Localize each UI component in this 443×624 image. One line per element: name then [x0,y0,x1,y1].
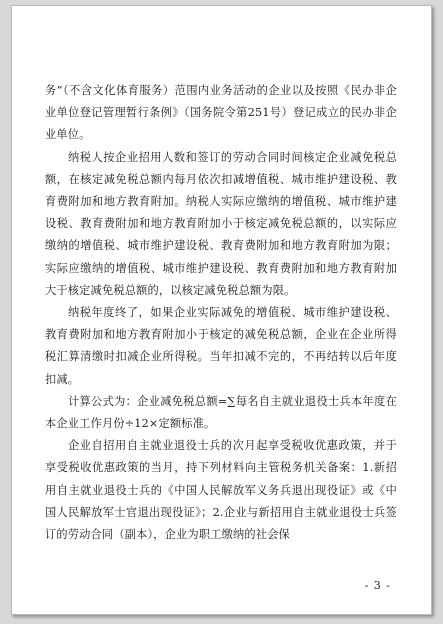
paragraph-formula: 计算公式为：企业减免税总额=∑每名自主就业退役士兵本年度在本企业工作月份÷12×定额标准。 [45,394,397,431]
paragraph-year-end-settlement: 纳税年度终了，如果企业实际减免的增值税、城市维护建设税、教育费附加和地方教育附加小于核定的减免税总额，企业在企业所得税汇算清缴时扣减企业所得税。当年扣减不完的，不再结转以后年度扣减。 [45,306,397,386]
paragraph-continuation: 务”（不含文化体育服务）范围内业务活动的企业以及按照《民办非企业单位登记管理暂行条例》（国务院令第251号）登记成立的民办非企业单位。 [45,84,397,142]
paragraph-filing-materials: 企业自招用自主就业退役士兵的次月起享受税收优惠政策，并于享受税收优惠政策的当月，持下列材料向主管税务机关备案：1.新招用自主就业退役士兵的《中国人民解放军义务兵退出现役证》或《中国人民解放军士官退出现役证》；2.企业与新招用自主就业退役士兵签订的劳动合同（副本），企业为职工缴纳的社会保 [45,439,397,542]
document-page [11,5,432,615]
page-number: - 3 - [364,579,391,592]
document-body [45,80,397,546]
paragraph-tax-deduction-order: 纳税人按企业招用人数和签订的劳动合同时间核定企业减免税总额，在核定减免税总额内每月依次扣减增值税、城市维护建设税、教育费附加和地方教育附加。纳税人实际应缴纳的增值税、城市维护建设税、教育费附加和地方教育附加小于核定减免税总额的，以实际应缴纳的增值税、城市维护建设税、教育费附加和地方教育附加为限；实际应缴纳的增值税、城市维护建设税、教育费附加和地方教育附加大于核定减免税总额的，以核定减免税总额为限。 [45,150,397,297]
